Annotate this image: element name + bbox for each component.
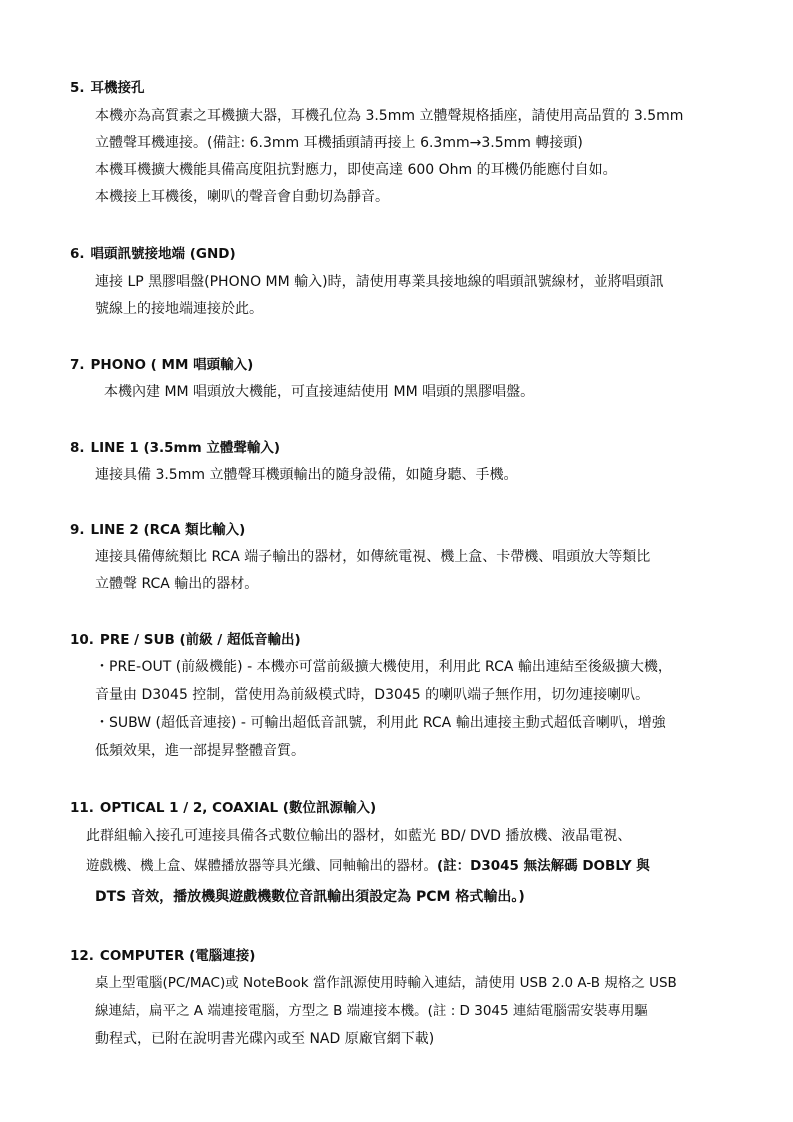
section-title: OPTICAL 1 / 2, COAXIAL (數位訊源輸入) bbox=[99, 800, 377, 816]
section-number: 7. bbox=[70, 357, 85, 373]
section-number: 11. bbox=[70, 800, 94, 816]
section-number: 9. bbox=[70, 522, 85, 538]
paragraph-line: 本機內建 MM 唱頭放大機能，可直接連結使用 MM 唱頭的黑膠唱盤。 bbox=[104, 384, 535, 400]
paragraph-line: 低頻效果，進一部提昇整體音質。 bbox=[95, 743, 305, 759]
note-line: DTS 音效，播放機與遊戲機數位音訊輸出須設定為 PCM 格式輸出。) bbox=[95, 889, 525, 905]
paragraph-line: 桌上型電腦(PC/MAC)或 NoteBook 當作訊源使用時輸入連結，請使用 USB 2.0 A-B 規格之 USB bbox=[95, 975, 677, 991]
paragraph-line: 本機亦為高質素之耳機擴大器，耳機孔位為 3.5mm 立體聲規格插座，請使用高品質的 3.5mm bbox=[95, 108, 684, 124]
section-number: 12. bbox=[70, 948, 94, 964]
section-8-heading bbox=[70, 438, 730, 458]
section-title: PRE / SUB (前級 / 超低音輸出) bbox=[99, 632, 301, 648]
paragraph-line: ・PRE-OUT (前級機能) - 本機亦可當前級擴大機使用，利用此 RCA 輸出連結至後級擴大機， bbox=[95, 659, 672, 675]
section-6-heading bbox=[70, 244, 730, 264]
paragraph-line: 連接 LP 黑膠唱盤(PHONO MM 輸入)時，請使用專業具接地線的唱頭訊號線材，並將唱頭訊 bbox=[95, 274, 664, 290]
paragraph-text: 遊戲機、機上盒、媒體播放器等具光纖、同軸輸出的器材。 bbox=[86, 858, 437, 874]
section-11-heading bbox=[70, 798, 730, 818]
section-title: COMPUTER (電腦連接) bbox=[99, 948, 256, 964]
section-10-heading bbox=[70, 630, 730, 650]
section-number: 5. bbox=[70, 80, 85, 96]
section-9-heading bbox=[70, 520, 730, 540]
section-title: 耳機接孔 bbox=[90, 80, 145, 96]
paragraph-line: 此群組輸入接孔可連接具備各式數位輸出的器材，如藍光 BD/ DVD 播放機、液晶電視、 bbox=[86, 828, 632, 844]
section-title: LINE 2 (RCA 類比輸入) bbox=[90, 522, 246, 538]
section-number: 6. bbox=[70, 246, 85, 262]
paragraph-line: 本機耳機擴大機能具備高度阻抗對應力，即使高達 600 Ohm 的耳機仍能應付自如。 bbox=[95, 162, 617, 178]
section-12-heading bbox=[70, 946, 730, 966]
paragraph-line: 號線上的接地端連接於此。 bbox=[95, 301, 263, 317]
section-title: LINE 1 (3.5mm 立體聲輸入) bbox=[90, 440, 281, 456]
section-7-heading bbox=[70, 355, 730, 375]
section-number: 8. bbox=[70, 440, 85, 456]
paragraph-line: 本機接上耳機後，喇叭的聲音會自動切為靜音。 bbox=[95, 189, 389, 205]
section-title: PHONO ( MM 唱頭輸入) bbox=[90, 357, 254, 373]
paragraph-line: ・SUBW (超低音連接) - 可輸出超低音訊號，利用此 RCA 輸出連接主動式超低音喇叭，增強 bbox=[95, 715, 666, 731]
paragraph-line: 連接具備 3.5mm 立體聲耳機頭輸出的隨身設備，如隨身聽、手機。 bbox=[95, 467, 518, 483]
paragraph-line: 立體聲耳機連接。(備註: 6.3mm 耳機插頭請再接上 6.3mm→3.5mm 轉接頭) bbox=[95, 135, 583, 151]
note-text: (註：D3045 無法解碼 DOBLY 與 bbox=[437, 858, 650, 874]
paragraph-line: 立體聲 RCA 輸出的器材。 bbox=[95, 576, 259, 592]
paragraph-line bbox=[86, 855, 746, 877]
paragraph-line: 連接具備傳統類比 RCA 端子輸出的器材，如傳統電視、機上盒、卡帶機、唱頭放大等類比 bbox=[95, 549, 651, 565]
paragraph-line: 音量由 D3045 控制，當使用為前級模式時，D3045 的喇叭端子無作用，切勿連接喇叭。 bbox=[95, 687, 650, 703]
section-number: 10. bbox=[70, 632, 94, 648]
section-5-heading bbox=[70, 78, 730, 98]
paragraph-line: 線連結，扁平之 A 端連接電腦，方型之 B 端連接本機。(註 : D 3045 連結電腦需安裝專用驅 bbox=[95, 1003, 648, 1019]
paragraph-line: 動程式，已附在說明書光碟內或至 NAD 原廠官網下載) bbox=[95, 1031, 435, 1047]
section-title: 唱頭訊號接地端 (GND) bbox=[90, 246, 236, 262]
